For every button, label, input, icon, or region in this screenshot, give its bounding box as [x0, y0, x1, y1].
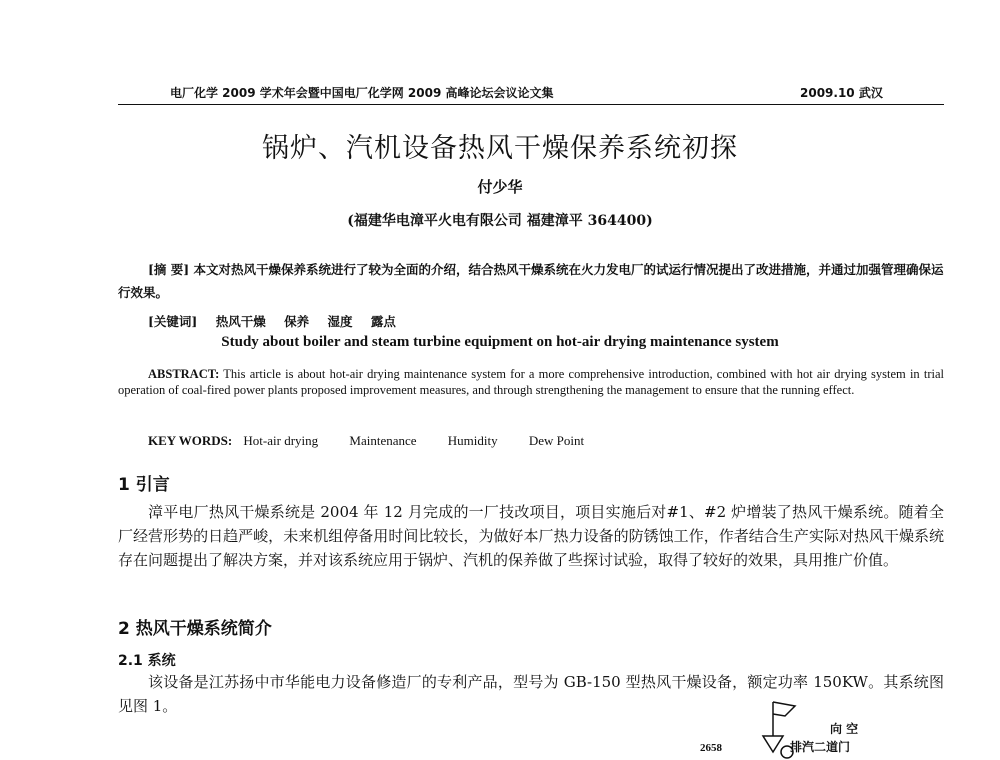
keywords-en-label: KEY WORDS:	[148, 433, 233, 448]
keywords-cn	[148, 312, 410, 330]
section-1-paragraph: 漳平电厂热风干燥系统是 2004 年 12 月完成的一厂技改项目，项目实施后对#1、#2 炉增装了热风干燥系统。随着全厂经营形势的日趋严峻，未来机组停备用时间比较长，为做好本厂热力设备的防锈蚀工作，作者结合生产实际对热风干燥系统存在问题提出了解决方案，并对该系统应用于锅炉、汽机的保养做了些探讨试验，取得了较好的效果，具用推广价值。	[118, 503, 944, 569]
abstract-cn-text: 本文对热风干燥保养系统进行了较为全面的介绍，结合热风干燥系统在火力发电厂的试运行情况提出了改进措施，并通过加强管理确保运行效果。	[118, 262, 944, 300]
keyword-cn-item: 湿度	[327, 314, 353, 329]
abstract-en	[118, 366, 944, 398]
page-number: 2658	[700, 742, 722, 754]
section-2-heading: 2 热风干燥系统简介	[118, 619, 272, 639]
running-header-conference: 电厂化学 2009 学术年会暨中国电厂化学网 2009 高峰论坛会议论文集	[170, 86, 554, 100]
keyword-en-item: Humidity	[447, 433, 498, 448]
abstract-cn-label: [摘 要]	[148, 262, 190, 277]
figure-label-sky: 向 空	[830, 722, 859, 736]
running-header-date: 2009.10 武汉	[800, 86, 883, 100]
paper-author: 付少华	[477, 178, 523, 196]
english-title: Study about boiler and steam turbine equipment on hot-air drying maintenance system	[221, 334, 779, 350]
section-1-heading: 1 引言	[118, 475, 170, 495]
abstract-cn	[118, 258, 944, 304]
abstract-en-text: This article is about hot-air drying maintenance system for a more comprehensive introduction, combined with hot air drying system in trial operation of coal-fired power plants proposed improvement measures, and through strengthening the management to ensure that the running effect.	[118, 367, 944, 397]
keywords-en	[148, 433, 612, 449]
paper-title: 锅炉、汽机设备热风干燥保养系统初探	[262, 133, 738, 164]
section-2-1-heading: 2.1 系统	[118, 653, 176, 669]
figure-label-vent: 排汽二道门	[790, 740, 851, 754]
header-rule	[118, 104, 944, 105]
section-2-1-paragraph: 该设备是江苏扬中市华能电力设备修造厂的专利产品，型号为 GB-150 型热风干燥设备，额定功率 150KW。其系统图见图 1。	[118, 673, 944, 715]
keyword-en-item: Dew Point	[528, 433, 585, 448]
abstract-en-label: ABSTRACT:	[148, 367, 220, 381]
paper-affiliation: (福建华电漳平火电有限公司 福建漳平 364400)	[347, 213, 653, 229]
keyword-en-item: Maintenance	[349, 433, 417, 448]
keywords-cn-label: [关键词]	[148, 314, 198, 329]
keyword-cn-item: 保养	[284, 314, 310, 329]
keyword-en-item: Hot-air drying	[243, 433, 319, 448]
keyword-cn-item: 露点	[370, 314, 396, 329]
keyword-cn-item: 热风干燥	[215, 314, 266, 329]
